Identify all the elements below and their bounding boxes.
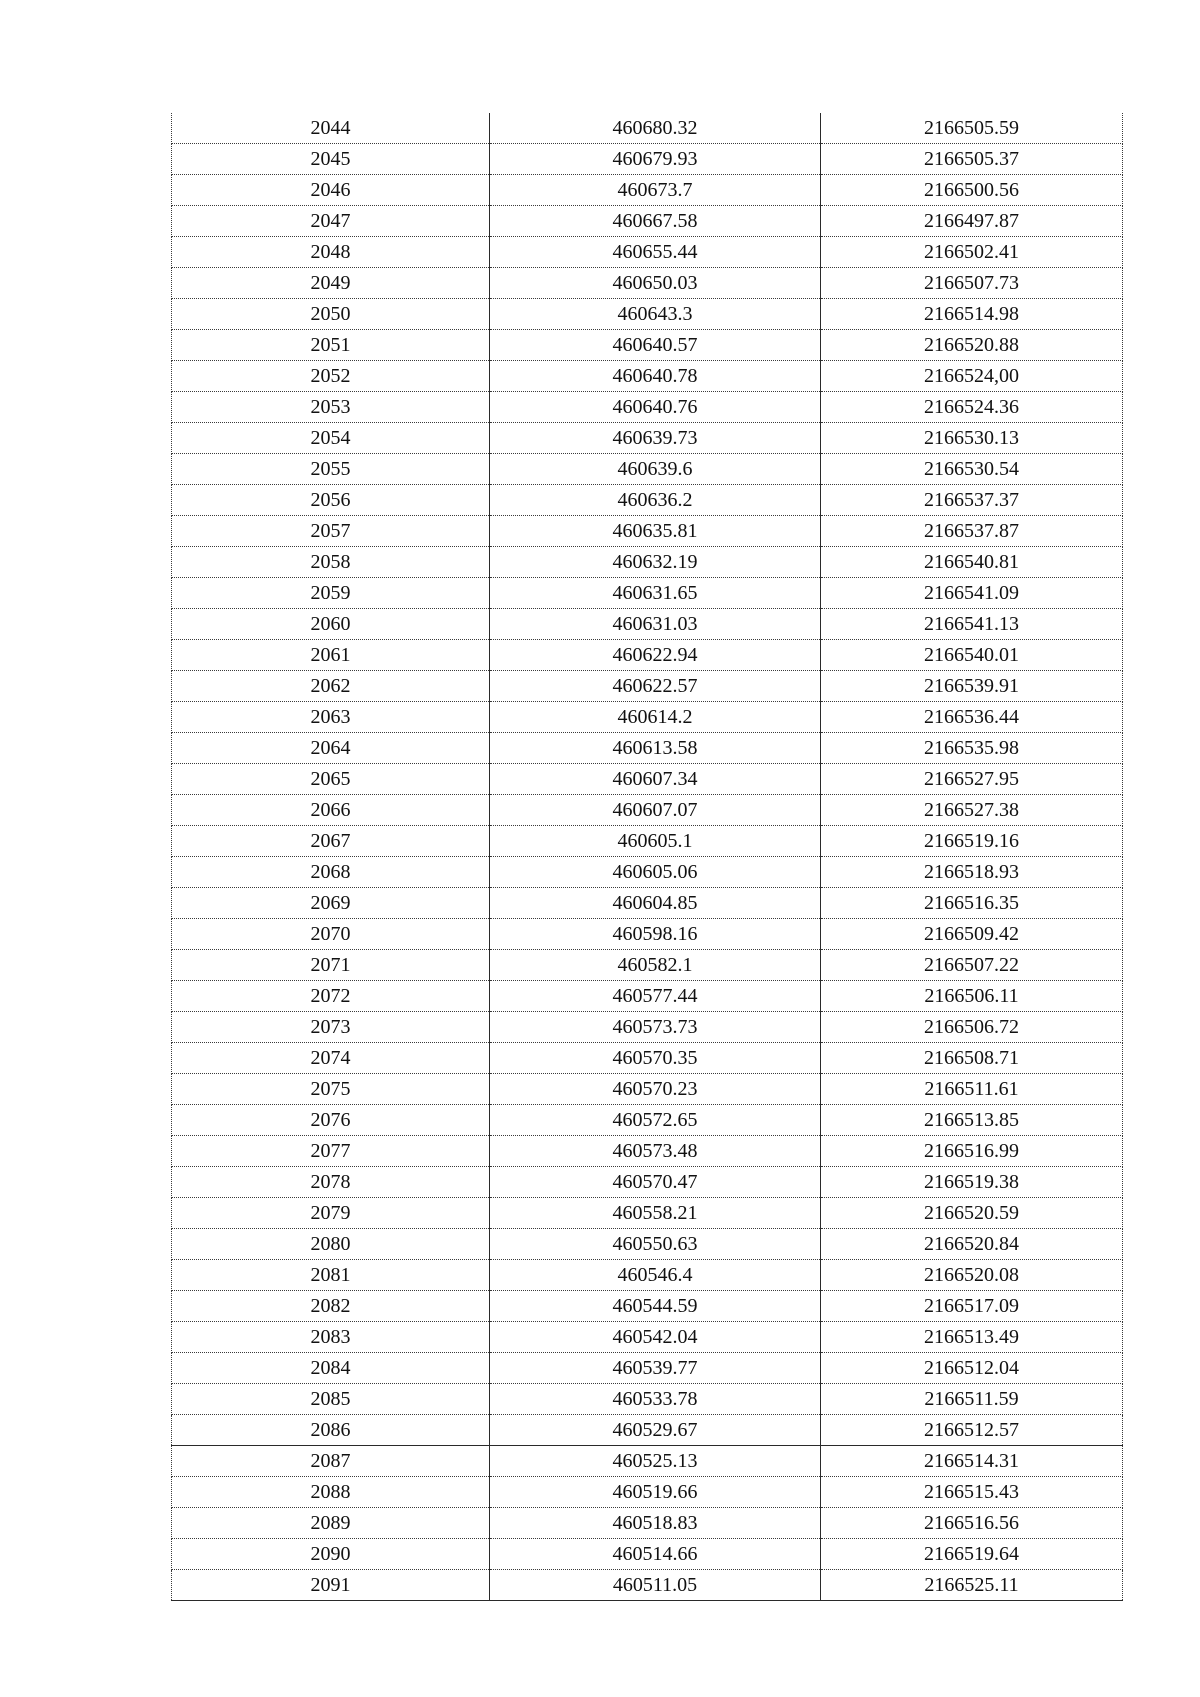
table-row (172, 485, 1123, 516)
table-row (172, 113, 1123, 144)
x-coordinate-cell: 460639.73 (490, 423, 821, 454)
point-number-cell: 2047 (172, 206, 490, 237)
y-coordinate-cell: 2166505.59 (821, 113, 1123, 144)
y-coordinate-cell: 2166524.36 (821, 392, 1123, 423)
point-number-cell: 2063 (172, 702, 490, 733)
x-coordinate-cell: 460607.34 (490, 764, 821, 795)
coordinates-table-body (172, 113, 1123, 1601)
point-number-cell: 2053 (172, 392, 490, 423)
y-coordinate-cell: 2166516.99 (821, 1136, 1123, 1167)
x-coordinate-cell: 460542.04 (490, 1322, 821, 1353)
x-coordinate-cell: 460605.1 (490, 826, 821, 857)
x-coordinate-cell: 460518.83 (490, 1508, 821, 1539)
table-row (172, 1229, 1123, 1260)
y-coordinate-cell: 2166537.87 (821, 516, 1123, 547)
x-coordinate-cell: 460519.66 (490, 1477, 821, 1508)
point-number-cell: 2055 (172, 454, 490, 485)
point-number-cell: 2049 (172, 268, 490, 299)
x-coordinate-cell: 460614.2 (490, 702, 821, 733)
y-coordinate-cell: 2166515.43 (821, 1477, 1123, 1508)
x-coordinate-cell: 460514.66 (490, 1539, 821, 1570)
x-coordinate-cell: 460607.07 (490, 795, 821, 826)
y-coordinate-cell: 2166514.31 (821, 1446, 1123, 1477)
point-number-cell: 2062 (172, 671, 490, 702)
y-coordinate-cell: 2166520.84 (821, 1229, 1123, 1260)
point-number-cell: 2088 (172, 1477, 490, 1508)
x-coordinate-cell: 460570.47 (490, 1167, 821, 1198)
y-coordinate-cell: 2166520.88 (821, 330, 1123, 361)
table-row (172, 1012, 1123, 1043)
table-row (172, 299, 1123, 330)
table-row (172, 1074, 1123, 1105)
point-number-cell: 2077 (172, 1136, 490, 1167)
coordinates-table (171, 113, 1123, 1601)
point-number-cell: 2052 (172, 361, 490, 392)
x-coordinate-cell: 460667.58 (490, 206, 821, 237)
y-coordinate-cell: 2166505.37 (821, 144, 1123, 175)
point-number-cell: 2069 (172, 888, 490, 919)
x-coordinate-cell: 460635.81 (490, 516, 821, 547)
table-row (172, 578, 1123, 609)
x-coordinate-cell: 460640.76 (490, 392, 821, 423)
point-number-cell: 2048 (172, 237, 490, 268)
table-row (172, 1198, 1123, 1229)
point-number-cell: 2051 (172, 330, 490, 361)
table-row (172, 950, 1123, 981)
y-coordinate-cell: 2166530.54 (821, 454, 1123, 485)
y-coordinate-cell: 2166537.37 (821, 485, 1123, 516)
x-coordinate-cell: 460573.48 (490, 1136, 821, 1167)
y-coordinate-cell: 2166516.56 (821, 1508, 1123, 1539)
point-number-cell: 2060 (172, 609, 490, 640)
y-coordinate-cell: 2166536.44 (821, 702, 1123, 733)
y-coordinate-cell: 2166530.13 (821, 423, 1123, 454)
x-coordinate-cell: 460573.73 (490, 1012, 821, 1043)
x-coordinate-cell: 460570.23 (490, 1074, 821, 1105)
x-coordinate-cell: 460546.4 (490, 1260, 821, 1291)
table-row (172, 144, 1123, 175)
point-number-cell: 2087 (172, 1446, 490, 1477)
table-row (172, 423, 1123, 454)
table-row (172, 795, 1123, 826)
point-number-cell: 2072 (172, 981, 490, 1012)
table-row (172, 640, 1123, 671)
y-coordinate-cell: 2166502.41 (821, 237, 1123, 268)
table-row (172, 857, 1123, 888)
table-row (172, 1570, 1123, 1601)
x-coordinate-cell: 460679.93 (490, 144, 821, 175)
point-number-cell: 2090 (172, 1539, 490, 1570)
y-coordinate-cell: 2166514.98 (821, 299, 1123, 330)
x-coordinate-cell: 460558.21 (490, 1198, 821, 1229)
table-row (172, 609, 1123, 640)
y-coordinate-cell: 2166508.71 (821, 1043, 1123, 1074)
y-coordinate-cell: 2166519.38 (821, 1167, 1123, 1198)
x-coordinate-cell: 460570.35 (490, 1043, 821, 1074)
x-coordinate-cell: 460577.44 (490, 981, 821, 1012)
y-coordinate-cell: 2166520.59 (821, 1198, 1123, 1229)
table-row (172, 1477, 1123, 1508)
y-coordinate-cell: 2166519.64 (821, 1539, 1123, 1570)
y-coordinate-cell: 2166519.16 (821, 826, 1123, 857)
x-coordinate-cell: 460632.19 (490, 547, 821, 578)
x-coordinate-cell: 460643.3 (490, 299, 821, 330)
table-row (172, 1508, 1123, 1539)
y-coordinate-cell: 2166524,00 (821, 361, 1123, 392)
x-coordinate-cell: 460631.65 (490, 578, 821, 609)
x-coordinate-cell: 460539.77 (490, 1353, 821, 1384)
table-row (172, 175, 1123, 206)
table-row (172, 1105, 1123, 1136)
table-row (172, 1136, 1123, 1167)
table-row (172, 547, 1123, 578)
x-coordinate-cell: 460533.78 (490, 1384, 821, 1415)
table-row (172, 1043, 1123, 1074)
x-coordinate-cell: 460631.03 (490, 609, 821, 640)
table-row (172, 268, 1123, 299)
x-coordinate-cell: 460636.2 (490, 485, 821, 516)
table-row (172, 1260, 1123, 1291)
y-coordinate-cell: 2166511.61 (821, 1074, 1123, 1105)
x-coordinate-cell: 460622.57 (490, 671, 821, 702)
point-number-cell: 2083 (172, 1322, 490, 1353)
point-number-cell: 2075 (172, 1074, 490, 1105)
point-number-cell: 2061 (172, 640, 490, 671)
point-number-cell: 2081 (172, 1260, 490, 1291)
table-row (172, 702, 1123, 733)
x-coordinate-cell: 460598.16 (490, 919, 821, 950)
y-coordinate-cell: 2166497.87 (821, 206, 1123, 237)
point-number-cell: 2089 (172, 1508, 490, 1539)
table-row (172, 392, 1123, 423)
table-row (172, 237, 1123, 268)
point-number-cell: 2073 (172, 1012, 490, 1043)
y-coordinate-cell: 2166527.95 (821, 764, 1123, 795)
x-coordinate-cell: 460582.1 (490, 950, 821, 981)
x-coordinate-cell: 460622.94 (490, 640, 821, 671)
point-number-cell: 2086 (172, 1415, 490, 1446)
y-coordinate-cell: 2166513.49 (821, 1322, 1123, 1353)
x-coordinate-cell: 460605.06 (490, 857, 821, 888)
y-coordinate-cell: 2166507.22 (821, 950, 1123, 981)
point-number-cell: 2082 (172, 1291, 490, 1322)
y-coordinate-cell: 2166520.08 (821, 1260, 1123, 1291)
y-coordinate-cell: 2166512.57 (821, 1415, 1123, 1446)
point-number-cell: 2078 (172, 1167, 490, 1198)
x-coordinate-cell: 460639.6 (490, 454, 821, 485)
y-coordinate-cell: 2166541.13 (821, 609, 1123, 640)
table-row (172, 206, 1123, 237)
table-row (172, 1167, 1123, 1198)
x-coordinate-cell: 460550.63 (490, 1229, 821, 1260)
x-coordinate-cell: 460604.85 (490, 888, 821, 919)
point-number-cell: 2046 (172, 175, 490, 206)
table-row (172, 516, 1123, 547)
y-coordinate-cell: 2166506.72 (821, 1012, 1123, 1043)
table-row (172, 888, 1123, 919)
point-number-cell: 2091 (172, 1570, 490, 1601)
y-coordinate-cell: 2166513.85 (821, 1105, 1123, 1136)
y-coordinate-cell: 2166500.56 (821, 175, 1123, 206)
x-coordinate-cell: 460640.78 (490, 361, 821, 392)
point-number-cell: 2068 (172, 857, 490, 888)
point-number-cell: 2056 (172, 485, 490, 516)
table-row (172, 1384, 1123, 1415)
y-coordinate-cell: 2166511.59 (821, 1384, 1123, 1415)
y-coordinate-cell: 2166517.09 (821, 1291, 1123, 1322)
point-number-cell: 2067 (172, 826, 490, 857)
point-number-cell: 2079 (172, 1198, 490, 1229)
y-coordinate-cell: 2166539.91 (821, 671, 1123, 702)
point-number-cell: 2050 (172, 299, 490, 330)
y-coordinate-cell: 2166509.42 (821, 919, 1123, 950)
table-row (172, 919, 1123, 950)
table-row (172, 1291, 1123, 1322)
table-row (172, 1415, 1123, 1446)
y-coordinate-cell: 2166516.35 (821, 888, 1123, 919)
table-row (172, 733, 1123, 764)
point-number-cell: 2065 (172, 764, 490, 795)
point-number-cell: 2044 (172, 113, 490, 144)
x-coordinate-cell: 460680.32 (490, 113, 821, 144)
x-coordinate-cell: 460544.59 (490, 1291, 821, 1322)
x-coordinate-cell: 460640.57 (490, 330, 821, 361)
table-row (172, 764, 1123, 795)
y-coordinate-cell: 2166525.11 (821, 1570, 1123, 1601)
y-coordinate-cell: 2166507.73 (821, 268, 1123, 299)
y-coordinate-cell: 2166506.11 (821, 981, 1123, 1012)
y-coordinate-cell: 2166535.98 (821, 733, 1123, 764)
point-number-cell: 2080 (172, 1229, 490, 1260)
table-row (172, 454, 1123, 485)
point-number-cell: 2054 (172, 423, 490, 454)
x-coordinate-cell: 460650.03 (490, 268, 821, 299)
table-row (172, 981, 1123, 1012)
table-row (172, 330, 1123, 361)
point-number-cell: 2074 (172, 1043, 490, 1074)
y-coordinate-cell: 2166512.04 (821, 1353, 1123, 1384)
point-number-cell: 2045 (172, 144, 490, 175)
point-number-cell: 2070 (172, 919, 490, 950)
table-row (172, 1539, 1123, 1570)
point-number-cell: 2071 (172, 950, 490, 981)
x-coordinate-cell: 460613.58 (490, 733, 821, 764)
table-row (172, 826, 1123, 857)
point-number-cell: 2076 (172, 1105, 490, 1136)
y-coordinate-cell: 2166540.81 (821, 547, 1123, 578)
point-number-cell: 2064 (172, 733, 490, 764)
point-number-cell: 2084 (172, 1353, 490, 1384)
point-number-cell: 2066 (172, 795, 490, 826)
x-coordinate-cell: 460529.67 (490, 1415, 821, 1446)
table-row (172, 1353, 1123, 1384)
x-coordinate-cell: 460673.7 (490, 175, 821, 206)
table-row (172, 1322, 1123, 1353)
y-coordinate-cell: 2166540.01 (821, 640, 1123, 671)
point-number-cell: 2058 (172, 547, 490, 578)
x-coordinate-cell: 460511.05 (490, 1570, 821, 1601)
y-coordinate-cell: 2166541.09 (821, 578, 1123, 609)
x-coordinate-cell: 460572.65 (490, 1105, 821, 1136)
y-coordinate-cell: 2166527.38 (821, 795, 1123, 826)
x-coordinate-cell: 460525.13 (490, 1446, 821, 1477)
point-number-cell: 2059 (172, 578, 490, 609)
table-row (172, 361, 1123, 392)
table-row (172, 1446, 1123, 1477)
point-number-cell: 2085 (172, 1384, 490, 1415)
point-number-cell: 2057 (172, 516, 490, 547)
table-row (172, 671, 1123, 702)
y-coordinate-cell: 2166518.93 (821, 857, 1123, 888)
x-coordinate-cell: 460655.44 (490, 237, 821, 268)
